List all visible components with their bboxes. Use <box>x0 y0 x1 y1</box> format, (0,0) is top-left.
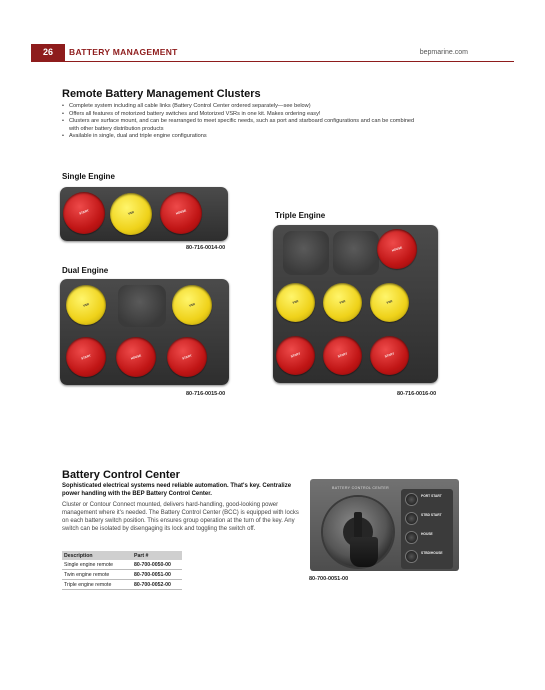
toggle-label: STBD/HOUSE <box>421 551 443 555</box>
house-knob: HOUSE <box>377 229 417 269</box>
clusters-title: Remote Battery Management Clusters <box>62 88 261 100</box>
toggle-row <box>405 511 451 525</box>
triple-engine-title: Triple Engine <box>275 211 326 220</box>
vsr-knob: VSR <box>110 193 152 235</box>
single-engine-part-number: 80-716-0014-00 <box>186 245 226 251</box>
bullet-item: • Complete system including all cable links (Battery Control Center ordered separately—see below) <box>62 103 422 111</box>
vsr-knob: VSR <box>370 283 409 322</box>
table-row <box>62 560 182 570</box>
dual-engine-title: Dual Engine <box>62 266 109 275</box>
column-header: Description <box>62 551 132 560</box>
blank-cover <box>118 285 166 327</box>
dual-engine-part-number: 80-716-0015-00 <box>186 391 226 397</box>
table-cell-description: Twin engine remote <box>62 570 132 580</box>
clusters-bullet-list <box>62 103 422 141</box>
house-knob: HOUSE <box>116 337 156 377</box>
bcc-intro: Sophisticated electrical systems need reliable automation. That's key. Centralize power handling with the BEP Battery Control Center. <box>62 483 292 497</box>
bcc-title: Battery Control Center <box>62 469 180 481</box>
start-knob: START <box>370 336 409 375</box>
toggle-switch-icon <box>405 531 418 544</box>
toggle-switch-icon <box>405 493 418 506</box>
start-knob: START <box>323 336 362 375</box>
vsr-knob: VSR <box>276 283 315 322</box>
table-cell-part: 80-700-0050-00 <box>132 560 182 570</box>
single-engine-title: Single Engine <box>62 172 115 181</box>
toggle-switch-icon <box>405 512 418 525</box>
bcc-part-number: 80-700-0051-00 <box>309 576 349 582</box>
table-header-row <box>62 551 182 560</box>
bullet-item: • Available in single, dual and triple engine configurations <box>62 133 422 141</box>
table-cell-description: Single engine remote <box>62 560 132 570</box>
table-row <box>62 580 182 590</box>
toggle-switch-icon <box>405 550 418 563</box>
bullet-item: • Offers all features of motorized battery switches and Motorized VSRs in one kit. Makes ordering easy! <box>62 111 422 119</box>
key-icon <box>350 537 378 567</box>
dual-engine-cluster-image <box>60 279 229 385</box>
toggle-label: PORT START <box>421 494 442 498</box>
toggle-column <box>401 489 453 569</box>
blank-cover <box>333 231 379 275</box>
bcc-description: Cluster or Contour Connect mounted, delivers hard-handling, good-looking power management where it's needed. The Battery Control Center (BCC) is equipped with locks on each battery switch position. This ensures group operation at the turn of the key. Any switch can be isolated by disengaging its lock and toggling the switch off. <box>62 502 299 532</box>
vsr-knob: VSR <box>66 285 106 325</box>
vsr-knob: VSR <box>323 283 362 322</box>
column-header: Part # <box>132 551 182 560</box>
bcc-part-table <box>62 551 182 590</box>
toggle-row <box>405 492 451 506</box>
house-knob: HOUSE <box>160 192 202 234</box>
table-cell-part: 80-700-0052-00 <box>132 580 182 590</box>
toggle-label: HOUSE <box>421 532 433 536</box>
toggle-row <box>405 530 451 544</box>
start-knob: START <box>276 336 315 375</box>
triple-engine-cluster-image <box>273 225 438 383</box>
vsr-knob: VSR <box>172 285 212 325</box>
section-title: BATTERY MANAGEMENT <box>69 47 178 57</box>
single-engine-cluster-image <box>60 187 228 241</box>
start-knob: START <box>167 337 207 377</box>
start-knob: START <box>66 337 106 377</box>
table-row <box>62 570 182 580</box>
bcc-panel-label: BATTERY CONTROL CENTER <box>332 486 389 490</box>
bullet-item: • Clusters are surface mount, and can be rearranged to meet specific needs, such as port and starboard configurations and can be combined with other battery distribution products <box>62 118 422 133</box>
triple-engine-part-number: 80-716-0016-00 <box>397 391 437 397</box>
bcc-panel-image <box>310 479 459 571</box>
website-link[interactable]: bepmarine.com <box>419 49 468 56</box>
toggle-row <box>405 549 451 563</box>
start-knob: START <box>63 192 105 234</box>
page-number: 26 <box>31 44 65 61</box>
table-cell-description: Triple engine remote <box>62 580 132 590</box>
header-divider <box>31 61 514 62</box>
blank-cover <box>283 231 329 275</box>
toggle-label: STBD START <box>421 513 442 517</box>
table-cell-part: 80-700-0051-00 <box>132 570 182 580</box>
